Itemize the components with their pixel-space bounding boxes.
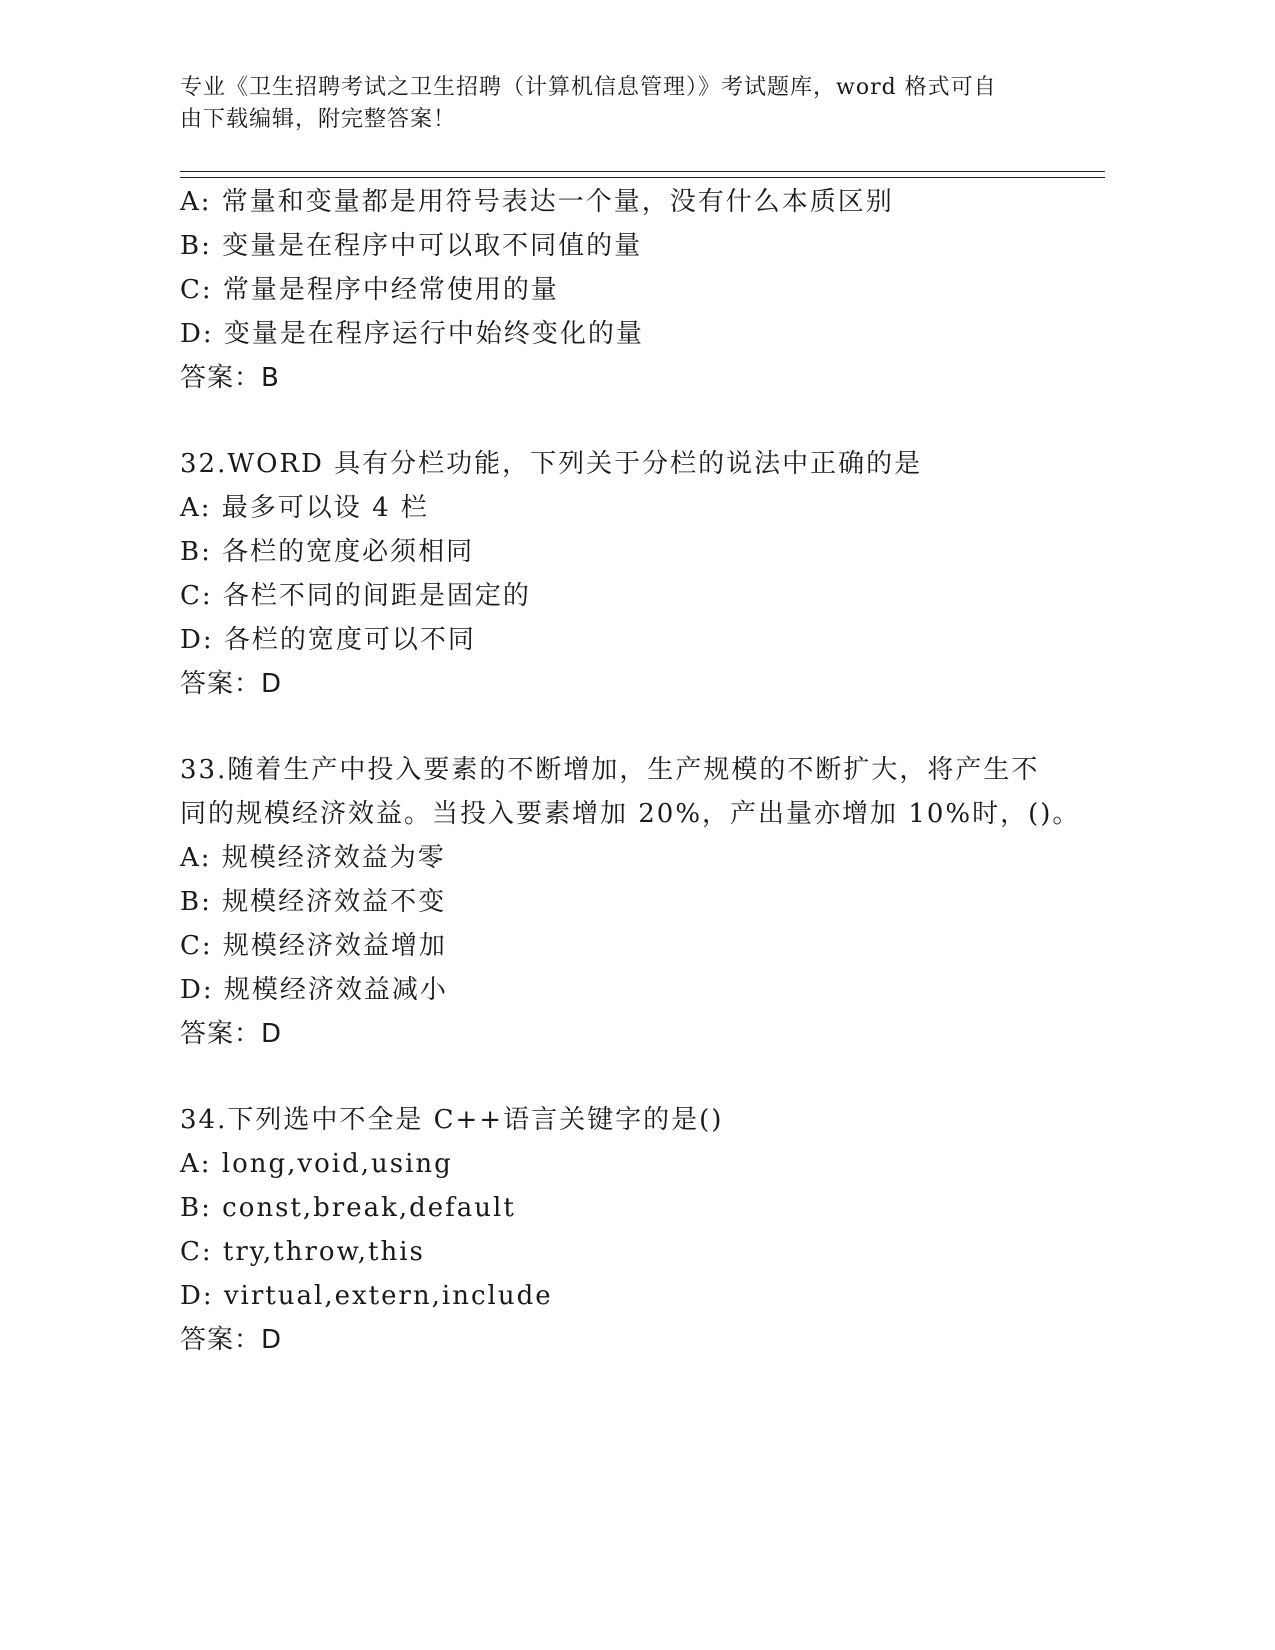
option-b: B: 各栏的宽度必须相同 [180, 537, 475, 567]
header-line-2: 由下载编辑，附完整答案！ [180, 107, 457, 132]
question-text-line-1: 33.随着生产中投入要素的不断增加，生产规模的不断扩大，将产生不 [180, 755, 1040, 785]
option-c: C: 规模经济效益增加 [180, 931, 447, 961]
question-text: 32.WORD 具有分栏功能，下列关于分栏的说法中正确的是 [180, 449, 923, 479]
question-list [180, 180, 1100, 1362]
option-b: B: 变量是在程序中可以取不同值的量 [180, 231, 643, 261]
answer-text: 答案：D [180, 1019, 283, 1049]
option-d: D: 规模经济效益减小 [180, 975, 448, 1005]
option-d: D: 各栏的宽度可以不同 [180, 625, 476, 655]
answer-text: 答案：D [180, 669, 283, 699]
question-31 [180, 180, 1100, 400]
question-33 [180, 748, 1100, 1056]
option-b: B: 规模经济效益不变 [180, 887, 447, 917]
question-32 [180, 442, 1100, 706]
option-a: A: 常量和变量都是用符号表达一个量，没有什么本质区别 [180, 187, 894, 217]
option-c: C: 常量是程序中经常使用的量 [180, 275, 559, 305]
option-b: B: const,break,default [180, 1193, 516, 1223]
option-a: A: 规模经济效益为零 [180, 843, 446, 873]
question-text: 34.下列选中不全是 C++语言关键字的是() [180, 1105, 724, 1135]
spacer [180, 400, 1100, 442]
question-34 [180, 1098, 1100, 1362]
answer-text: 答案：B [180, 363, 280, 393]
header-divider-top [180, 171, 1105, 172]
header-line-1: 专业《卫生招聘考试之卫生招聘（计算机信息管理）》考试题库，word 格式可自 [180, 75, 997, 100]
option-a: A: 最多可以设 4 栏 [180, 493, 429, 523]
question-text-line-2: 同的规模经济效益。当投入要素增加 20%，产出量亦增加 10%时，()。 [180, 799, 1081, 829]
spacer [180, 706, 1100, 748]
option-d: D: 变量是在程序运行中始终变化的量 [180, 319, 644, 349]
option-c: C: try,throw,this [180, 1237, 425, 1267]
document-header [180, 72, 1060, 136]
header-divider-bottom [180, 177, 1105, 178]
option-c: C: 各栏不同的间距是固定的 [180, 581, 531, 611]
option-d: D: virtual,extern,include [180, 1281, 553, 1311]
answer-text: 答案：D [180, 1325, 283, 1355]
spacer [180, 1056, 1100, 1098]
option-a: A: long,void,using [180, 1149, 453, 1179]
